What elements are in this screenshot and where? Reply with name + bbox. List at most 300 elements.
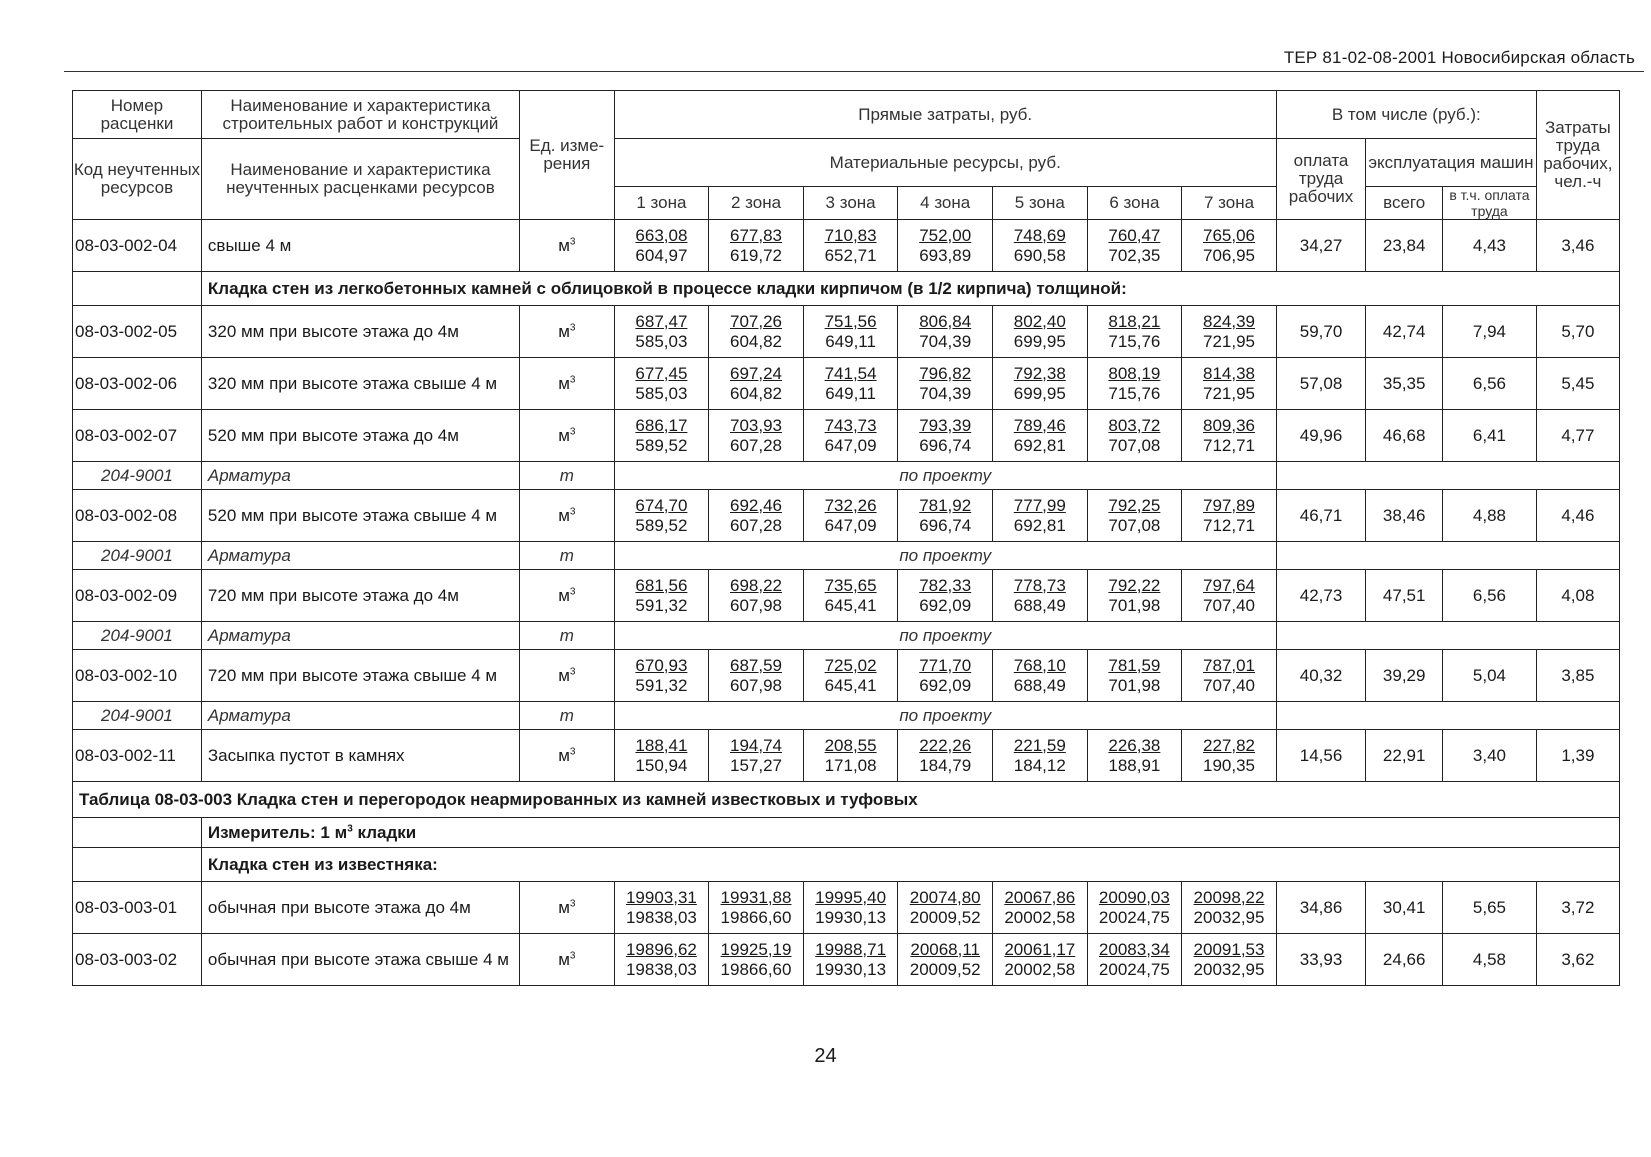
price-materials: 715,76 — [1108, 383, 1161, 403]
price-with-materials: 670,93 — [635, 655, 688, 675]
price-with-materials: 814,38 — [1203, 363, 1255, 383]
rate-row — [73, 306, 1620, 358]
zone-price-cell — [1182, 882, 1277, 934]
unit-superscript: 3 — [569, 235, 576, 247]
price-materials: 604,82 — [730, 331, 782, 351]
resource-row — [73, 462, 1620, 490]
resource-row — [73, 702, 1620, 730]
price-with-materials: 188,41 — [635, 735, 688, 755]
price-materials: 721,95 — [1203, 331, 1255, 351]
resource-value: по проекту — [614, 622, 1276, 650]
rate-row — [73, 882, 1620, 934]
price-materials: 701,98 — [1108, 595, 1161, 615]
machine-total-value: 35,35 — [1366, 358, 1443, 410]
zone-price-cell — [992, 882, 1087, 934]
resource-row — [73, 622, 1620, 650]
price-with-materials: 681,56 — [635, 575, 688, 595]
zone-price-cell — [614, 570, 709, 622]
empty-cell — [73, 818, 202, 848]
zone-price-cell — [614, 934, 709, 986]
rate-name: 320 мм при высоте этажа свыше 4 м — [201, 358, 519, 410]
zone-price-cell — [709, 490, 804, 542]
unit-text: м — [558, 505, 570, 525]
price-materials: 692,81 — [1013, 435, 1066, 455]
resource-value: по проекту — [614, 462, 1276, 490]
price-with-materials: 703,93 — [730, 415, 782, 435]
price-with-materials: 20068,11 — [910, 939, 981, 959]
zone-price-cell — [898, 570, 993, 622]
rate-name: 720 мм при высоте этажа свыше 4 м — [201, 650, 519, 702]
resource-unit: т — [520, 702, 615, 730]
price-with-materials: 752,00 — [919, 225, 972, 245]
labor-cost-value: 4,77 — [1536, 410, 1619, 462]
price-with-materials: 732,26 — [824, 495, 877, 515]
price-materials: 712,71 — [1203, 515, 1255, 535]
zone-price-cell — [992, 650, 1087, 702]
measure-superscript: 3 — [347, 822, 353, 834]
resource-name: Арматура — [201, 542, 519, 570]
price-with-materials: 19931,88 — [720, 887, 792, 907]
price-with-materials: 803,72 — [1108, 415, 1161, 435]
price-with-materials: 809,36 — [1203, 415, 1255, 435]
rate-unit — [520, 730, 615, 782]
price-materials: 721,95 — [1203, 383, 1255, 403]
price-materials: 692,81 — [1013, 515, 1066, 535]
price-materials: 704,39 — [919, 331, 972, 351]
price-with-materials: 19903,31 — [625, 887, 697, 907]
zone-price-cell — [992, 934, 1087, 986]
labor-cost-value: 3,72 — [1536, 882, 1619, 934]
section-row — [73, 272, 1620, 306]
measure-prefix: Измеритель: 1 м — [207, 822, 348, 842]
zone-price-cell — [992, 570, 1087, 622]
price-with-materials: 698,22 — [730, 575, 782, 595]
col-zone-2: 2 зона — [709, 187, 804, 220]
rate-unit — [520, 570, 615, 622]
zone-price-cell — [803, 220, 898, 272]
machine-labor-value: 4,43 — [1443, 220, 1537, 272]
col-labor-pay: оплата труда рабочих — [1276, 139, 1365, 220]
rate-name: 520 мм при высоте этажа до 4м — [201, 410, 519, 462]
price-materials: 20009,52 — [909, 907, 981, 927]
price-with-materials: 20074,80 — [909, 887, 981, 907]
zone-price-cell — [614, 650, 709, 702]
price-with-materials: 735,65 — [824, 575, 877, 595]
price-with-materials: 20098,22 — [1193, 887, 1265, 907]
price-materials: 652,71 — [824, 245, 877, 265]
col-machine-labor: в т.ч. оплата труда — [1443, 187, 1537, 220]
resource-code: 204-9001 — [73, 462, 202, 490]
price-with-materials: 677,83 — [730, 225, 782, 245]
unit-text: м — [558, 235, 570, 255]
price-with-materials: 19896,62 — [625, 939, 697, 959]
price-materials: 607,28 — [730, 515, 782, 535]
unit-text: м — [558, 321, 570, 341]
col-zone-6: 6 зона — [1087, 187, 1182, 220]
zone-price-cell — [803, 882, 898, 934]
labor-cost-value: 4,08 — [1536, 570, 1619, 622]
price-with-materials: 743,73 — [824, 415, 877, 435]
measure-unit — [201, 818, 1619, 848]
section-row — [73, 848, 1620, 882]
price-with-materials: 674,70 — [635, 495, 688, 515]
rate-row — [73, 730, 1620, 782]
price-materials: 645,41 — [824, 675, 877, 695]
zone-price-cell — [1087, 934, 1182, 986]
zone-price-cell — [1182, 570, 1277, 622]
price-with-materials: 797,64 — [1203, 575, 1255, 595]
price-with-materials: 787,01 — [1203, 655, 1255, 675]
zone-price-cell — [898, 934, 993, 986]
price-materials: 20009,52 — [909, 959, 981, 979]
zone-price-cell — [1087, 490, 1182, 542]
price-with-materials: 781,59 — [1108, 655, 1161, 675]
price-materials: 150,94 — [635, 755, 688, 775]
labor-cost-value: 4,46 — [1536, 490, 1619, 542]
empty-cell — [1276, 622, 1619, 650]
price-with-materials: 792,22 — [1108, 575, 1161, 595]
zone-price-cell — [803, 358, 898, 410]
section-heading: Кладка стен из известняка: — [201, 848, 1619, 882]
col-zone-3: 3 зона — [803, 187, 898, 220]
col-work-name: Наименование и характеристика строительных работ и конструкций — [201, 91, 519, 139]
resource-code: 204-9001 — [73, 542, 202, 570]
machine-labor-value: 6,41 — [1443, 410, 1537, 462]
col-labor-cost: Затраты труда рабочих, чел.-ч — [1536, 91, 1619, 220]
unit-superscript: 3 — [569, 745, 576, 757]
resource-value: по проекту — [614, 542, 1276, 570]
price-with-materials: 793,39 — [919, 415, 972, 435]
unit-superscript: 3 — [569, 897, 576, 909]
price-materials: 604,82 — [730, 383, 782, 403]
zone-price-cell — [1087, 410, 1182, 462]
rate-unit — [520, 410, 615, 462]
rates-table — [72, 90, 1620, 986]
price-materials: 184,79 — [919, 755, 972, 775]
zone-price-cell — [803, 934, 898, 986]
labor-pay-value: 49,96 — [1276, 410, 1365, 462]
price-with-materials: 697,24 — [730, 363, 782, 383]
rate-unit — [520, 358, 615, 410]
zone-price-cell — [1182, 730, 1277, 782]
price-with-materials: 19995,40 — [815, 887, 887, 907]
machine-labor-value: 6,56 — [1443, 570, 1537, 622]
zone-price-cell — [614, 410, 709, 462]
unit-superscript: 3 — [569, 321, 576, 333]
price-materials: 19866,60 — [720, 959, 792, 979]
price-with-materials: 748,69 — [1013, 225, 1066, 245]
price-materials: 688,49 — [1013, 675, 1066, 695]
machine-total-value: 23,84 — [1366, 220, 1443, 272]
rate-code: 08-03-002-10 — [73, 650, 202, 702]
unit-superscript: 3 — [569, 665, 576, 677]
resource-unit: т — [520, 622, 615, 650]
rate-row — [73, 410, 1620, 462]
rate-name: 520 мм при высоте этажа свыше 4 м — [201, 490, 519, 542]
zone-price-cell — [709, 358, 804, 410]
machine-total-value: 38,46 — [1366, 490, 1443, 542]
price-with-materials: 782,33 — [919, 575, 972, 595]
zone-price-cell — [992, 220, 1087, 272]
price-materials: 589,52 — [635, 515, 688, 535]
price-with-materials: 765,06 — [1203, 225, 1255, 245]
zone-price-cell — [614, 220, 709, 272]
labor-cost-value: 5,45 — [1536, 358, 1619, 410]
machine-labor-value: 4,58 — [1443, 934, 1537, 986]
price-with-materials: 20061,17 — [1004, 939, 1076, 959]
col-unit: Ед. изме-рения — [520, 91, 615, 220]
unit-text: м — [558, 897, 570, 917]
price-materials: 645,41 — [824, 595, 877, 615]
price-materials: 591,32 — [635, 675, 688, 695]
machine-total-value: 30,41 — [1366, 882, 1443, 934]
zone-price-cell — [803, 650, 898, 702]
price-with-materials: 792,38 — [1013, 363, 1066, 383]
machine-total-value: 22,91 — [1366, 730, 1443, 782]
price-materials: 20024,75 — [1098, 907, 1170, 927]
labor-pay-value: 46,71 — [1276, 490, 1365, 542]
zone-price-cell — [1182, 934, 1277, 986]
price-with-materials: 781,92 — [919, 495, 972, 515]
rate-row — [73, 650, 1620, 702]
rate-name: 720 мм при высоте этажа до 4м — [201, 570, 519, 622]
price-materials: 19930,13 — [815, 907, 887, 927]
price-with-materials: 687,47 — [635, 311, 688, 331]
zone-price-cell — [992, 410, 1087, 462]
price-with-materials: 771,70 — [919, 655, 972, 675]
rate-code: 08-03-002-11 — [73, 730, 202, 782]
section-heading: Кладка стен из легкобетонных камней с облицовкой в процессе кладки кирпичом (в 1/2 кирпича) толщиной: — [201, 272, 1619, 306]
price-with-materials: 797,89 — [1203, 495, 1255, 515]
price-materials: 157,27 — [730, 755, 782, 775]
machine-labor-value: 6,56 — [1443, 358, 1537, 410]
document-title: ТЕР 81-02-08-2001 Новосибирская область — [1283, 48, 1635, 67]
zone-price-cell — [898, 220, 993, 272]
rate-code: 08-03-002-07 — [73, 410, 202, 462]
col-unaccounted-name: Наименование и характеристика неучтенных расценками ресурсов — [201, 139, 519, 220]
resource-row — [73, 542, 1620, 570]
labor-pay-value: 33,93 — [1276, 934, 1365, 986]
price-materials: 701,98 — [1108, 675, 1161, 695]
col-direct-costs: Прямые затраты, руб. — [614, 91, 1276, 139]
zone-price-cell — [898, 730, 993, 782]
rate-code: 08-03-002-05 — [73, 306, 202, 358]
unit-text: м — [558, 949, 570, 969]
zone-price-cell — [709, 882, 804, 934]
zone-price-cell — [898, 490, 993, 542]
price-with-materials: 20090,03 — [1098, 887, 1170, 907]
price-materials: 712,71 — [1203, 435, 1255, 455]
price-with-materials: 194,74 — [730, 735, 782, 755]
zone-price-cell — [803, 490, 898, 542]
price-with-materials: 777,99 — [1013, 495, 1066, 515]
zone-price-cell — [992, 306, 1087, 358]
price-with-materials: 222,26 — [919, 735, 972, 755]
zone-price-cell — [1182, 490, 1277, 542]
price-materials: 707,40 — [1203, 595, 1255, 615]
rate-unit — [520, 934, 615, 986]
price-with-materials: 221,59 — [1013, 735, 1066, 755]
zone-price-cell — [709, 650, 804, 702]
resource-name: Арматура — [201, 702, 519, 730]
rate-row — [73, 490, 1620, 542]
rate-name: Засыпка пустот в камнях — [201, 730, 519, 782]
price-with-materials: 20067,86 — [1004, 887, 1076, 907]
page-number: 24 — [814, 1045, 837, 1067]
rate-row — [73, 570, 1620, 622]
unit-text: м — [558, 745, 570, 765]
price-materials: 20032,95 — [1193, 907, 1265, 927]
empty-cell — [1276, 462, 1619, 490]
labor-cost-value: 1,39 — [1536, 730, 1619, 782]
price-with-materials: 692,46 — [730, 495, 782, 515]
price-with-materials: 663,08 — [635, 225, 688, 245]
price-with-materials: 19988,71 — [815, 939, 887, 959]
price-with-materials: 808,19 — [1108, 363, 1161, 383]
resource-name: Арматура — [201, 462, 519, 490]
zone-price-cell — [1087, 570, 1182, 622]
resource-code: 204-9001 — [73, 702, 202, 730]
machine-total-value: 42,74 — [1366, 306, 1443, 358]
machine-total-value: 47,51 — [1366, 570, 1443, 622]
zone-price-cell — [1182, 220, 1277, 272]
price-materials: 699,95 — [1013, 331, 1066, 351]
unit-superscript: 3 — [569, 425, 576, 437]
zone-price-cell — [1087, 882, 1182, 934]
zone-price-cell — [614, 730, 709, 782]
col-rate-number: Номер расценки — [73, 91, 202, 139]
price-materials: 171,08 — [824, 755, 877, 775]
price-materials: 585,03 — [635, 383, 688, 403]
price-with-materials: 20083,34 — [1098, 939, 1170, 959]
empty-cell — [73, 848, 202, 882]
price-with-materials: 760,47 — [1108, 225, 1161, 245]
labor-cost-value: 3,62 — [1536, 934, 1619, 986]
col-zone-4: 4 зона — [898, 187, 993, 220]
rate-row — [73, 358, 1620, 410]
price-materials: 589,52 — [635, 435, 688, 455]
unit-text: м — [558, 425, 570, 445]
price-with-materials: 792,25 — [1108, 495, 1161, 515]
zone-price-cell — [992, 358, 1087, 410]
machine-labor-value: 7,94 — [1443, 306, 1537, 358]
price-materials: 20002,58 — [1004, 907, 1076, 927]
price-materials: 690,58 — [1013, 245, 1066, 265]
rate-name: 320 мм при высоте этажа до 4м — [201, 306, 519, 358]
price-materials: 607,98 — [730, 675, 782, 695]
zone-price-cell — [992, 490, 1087, 542]
price-materials: 707,40 — [1203, 675, 1255, 695]
zone-price-cell — [709, 570, 804, 622]
price-materials: 184,12 — [1013, 755, 1066, 775]
price-with-materials: 19925,19 — [720, 939, 792, 959]
price-with-materials: 707,26 — [730, 311, 782, 331]
rate-unit — [520, 882, 615, 934]
zone-price-cell — [614, 882, 709, 934]
zone-price-cell — [1087, 358, 1182, 410]
unit-superscript: 3 — [569, 505, 576, 517]
unit-text: м — [558, 585, 570, 605]
price-with-materials: 802,40 — [1013, 311, 1066, 331]
price-with-materials: 789,46 — [1013, 415, 1066, 435]
machine-labor-value: 3,40 — [1443, 730, 1537, 782]
price-materials: 607,98 — [730, 595, 782, 615]
rate-name: обычная при высоте этажа до 4м — [201, 882, 519, 934]
zone-price-cell — [709, 730, 804, 782]
price-materials: 647,09 — [824, 435, 877, 455]
zone-price-cell — [1087, 650, 1182, 702]
price-with-materials: 824,39 — [1203, 311, 1255, 331]
rate-code: 08-03-002-09 — [73, 570, 202, 622]
zone-price-cell — [614, 358, 709, 410]
zone-price-cell — [803, 730, 898, 782]
zone-price-cell — [1182, 358, 1277, 410]
machine-total-value: 39,29 — [1366, 650, 1443, 702]
price-materials: 649,11 — [825, 331, 876, 351]
price-with-materials: 778,73 — [1013, 575, 1066, 595]
resource-name: Арматура — [201, 622, 519, 650]
price-with-materials: 796,82 — [919, 363, 972, 383]
rate-row — [73, 220, 1620, 272]
rate-unit — [520, 306, 615, 358]
zone-price-cell — [803, 410, 898, 462]
zone-price-cell — [1087, 730, 1182, 782]
price-materials: 591,32 — [635, 595, 688, 615]
rate-unit — [520, 220, 615, 272]
empty-cell — [73, 272, 202, 306]
zone-price-cell — [1087, 306, 1182, 358]
price-materials: 696,74 — [919, 435, 972, 455]
price-materials: 692,09 — [919, 675, 972, 695]
rate-unit — [520, 650, 615, 702]
price-materials: 20032,95 — [1193, 959, 1265, 979]
price-materials: 20002,58 — [1004, 959, 1076, 979]
measure-suffix: кладки — [352, 822, 417, 842]
rate-code: 08-03-002-06 — [73, 358, 202, 410]
price-materials: 702,35 — [1108, 245, 1161, 265]
rate-name: обычная при высоте этажа свыше 4 м — [201, 934, 519, 986]
price-materials: 696,74 — [919, 515, 972, 535]
machine-labor-value: 5,04 — [1443, 650, 1537, 702]
rate-unit — [520, 490, 615, 542]
price-materials: 20024,75 — [1098, 959, 1170, 979]
price-materials: 19838,03 — [625, 907, 697, 927]
machine-total-value: 24,66 — [1366, 934, 1443, 986]
price-with-materials: 806,84 — [919, 311, 972, 331]
labor-pay-value: 57,08 — [1276, 358, 1365, 410]
zone-price-cell — [898, 306, 993, 358]
price-with-materials: 710,83 — [824, 225, 877, 245]
price-materials: 688,49 — [1013, 595, 1066, 615]
price-with-materials: 227,82 — [1203, 735, 1255, 755]
zone-price-cell — [898, 650, 993, 702]
unit-text: м — [558, 665, 570, 685]
price-materials: 585,03 — [635, 331, 688, 351]
zone-price-cell — [614, 306, 709, 358]
price-with-materials: 768,10 — [1013, 655, 1066, 675]
price-materials: 692,09 — [919, 595, 972, 615]
zone-price-cell — [614, 490, 709, 542]
labor-pay-value: 42,73 — [1276, 570, 1365, 622]
zone-price-cell — [898, 358, 993, 410]
rate-code: 08-03-002-04 — [73, 220, 202, 272]
price-with-materials: 677,45 — [635, 363, 688, 383]
machine-total-value: 46,68 — [1366, 410, 1443, 462]
price-with-materials: 818,21 — [1108, 311, 1161, 331]
table-title: Таблица 08-03-003 Кладка стен и перегородок неармированных из камней известковых и туфовых — [73, 782, 1620, 818]
zone-price-cell — [1087, 220, 1182, 272]
price-materials: 707,08 — [1108, 515, 1161, 535]
